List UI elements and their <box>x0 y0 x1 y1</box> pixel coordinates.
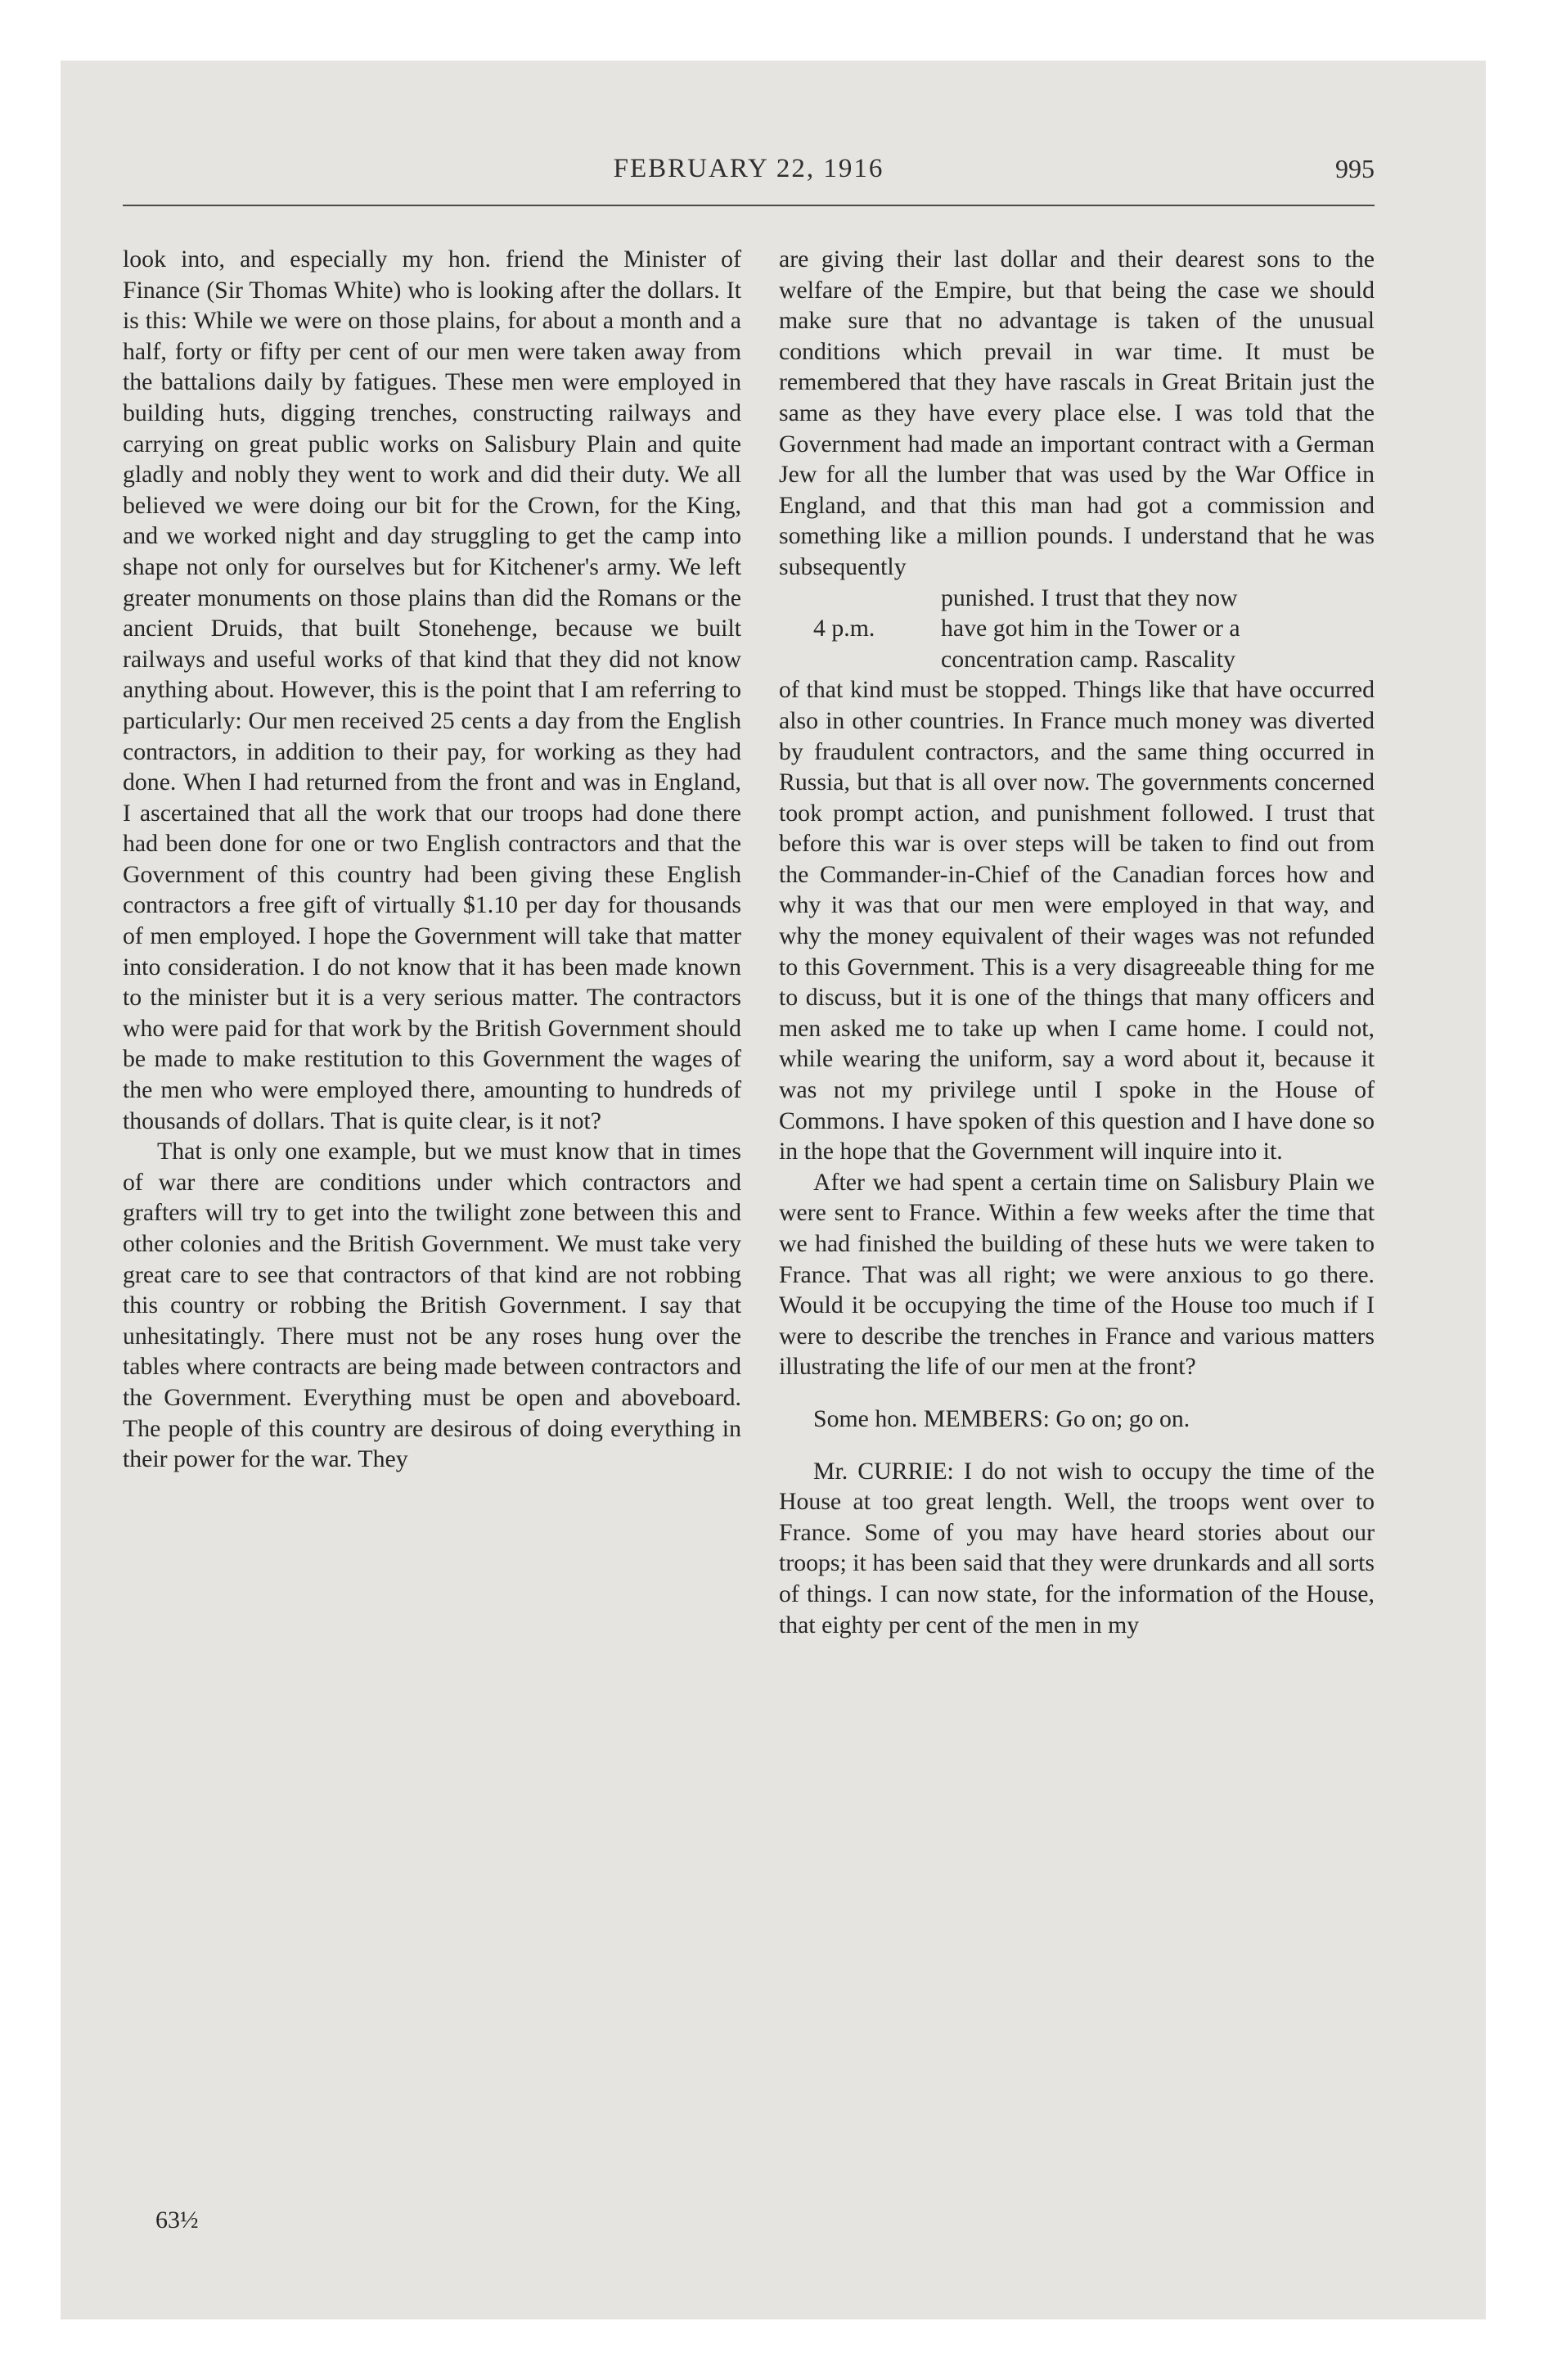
interjection: Some hon. MEMBERS: Go on; go on. <box>813 1404 1190 1432</box>
right-paragraph-1-top: are giving their last dollar and their dearest sons to the welfare of the Empire, but that being the case we should make sure that no advantage is taken of the unusual conditions which prevail in war time. It must be remembered that they have rascals in Great Britain just the same as they have every place else. I was told that the Government had made an important contract with a German Jew for all the lumber that was used by the War Office in England, and that this man had got a commission and something like a million pounds. I understand that he was subsequently <box>779 246 1375 580</box>
right-paragraph-2: After we had spent a certain time on Salisbury Plain we were sent to France. Within a few weeks after the time that we had finished the building of these huts we were taken to France. That was all right; we were anxious to go there. Would it be occupying the time of the House too much if I were to describe the trenches in France and various matters illustrating the life of our men at the front? <box>779 1168 1375 1381</box>
right-paragraph-1-bottom: of that kind must be stopped. Things like that have occurred also in other countries. In France much money was diverted by fraudulent contractors, and the same thing occurred in Russia, but that is all over now. The governments concerned took prompt action, and punishment followed. I trust that before this war is over steps will be taken to find out from the Commander-in-Chief of the Canadian forces how and why it was that our men were employed in that way, and why the money equivalent of their wages was not refunded to this Government. This is a very disagreeable thing for me to discuss, but it is one of the things that many officers and men asked me to take up when I came home. I could not, while wearing the uniform, say a word about it, because it was not my privilege until I spoke in the House of Commons. I have spoken of this question and I have done so in the hope that the Government will inquire into it. <box>779 676 1375 1165</box>
left-paragraph-1: look into, and especially my hon. friend the Minister of Finance (Sir Thomas White) who is looking after the dollars. It is this: While we were on those plains, for about a month and a half, forty or fifty per cent of our men were taken away from the battalions daily by fatigues. These men were employed in building huts, digging trenches, constructing railways and carrying on great public works on Salisbury Plain and quite gladly and nobly they went to work and did their duty. We all believed we were doing our bit for the Crown, for the King, and we worked night and day struggling to get the camp into shape not only for ourselves but for Kitchener's army. We left greater monuments on those plains than did the Romans or the ancient Druids, that built Stonehenge, because we built railways and useful works of that kind that they did not know anything about. However, this is the point that I am referring to particularly: Our men received 25 cents a day from the English contractors, in addition to their pay, for working as they had done. When I had returned from the front and was in England, I ascertained that all the work that our troops had done there had been done for one or two English contractors and that the Government of this country had been giving these English contractors a free gift of virtually $1.10 per day for thousands of men employed. I hope the Government will take that matter into consideration. I do not know that it has been made known to the minister but it is a very serious matter. The contractors who were paid for that work by the British Government should be made to make restitution to this Government the wages of the men who were employed there, amounting to hundreds of thousands of dollars. That is quite clear, is it not? <box>123 246 741 1134</box>
signature-mark: 63½ <box>155 2206 199 2234</box>
header-rule <box>123 205 1375 206</box>
inset-line-2: have got him in the Tower or a <box>941 615 1240 642</box>
inset-row-2 <box>779 613 1375 644</box>
header-date: FEBRUARY 22, 1916 <box>613 154 884 183</box>
inset-line-1: punished. I trust that they now <box>941 584 1238 611</box>
inset-row-1 <box>779 583 1375 614</box>
inset-row-3 <box>779 644 1375 675</box>
page-header <box>123 154 1375 195</box>
left-paragraph-2: That is only one example, but we must know that in times of war there are conditions under which contractors and grafters will try to get into the twilight zone between this and other colonies and the British Government. We must take very great care to see that contractors of that kind are not robbing this country or robbing the British Government. I say that unhesitatingly. There must not be any roses hung over the tables where contracts are being made between contractors and the Government. Everything must be open and aboveboard. The people of this country are desirous of doing everything in their power for the war. They <box>123 1138 741 1473</box>
right-column <box>779 244 1375 1640</box>
left-column <box>123 244 741 1475</box>
page-number: 995 <box>1335 154 1375 183</box>
inset-line-3: concentration camp. Rascality <box>941 645 1235 673</box>
right-paragraph-3: Mr. CURRIE: I do not wish to occupy the time of the House at too great length. Well, the troops went over to France. Some of you may have heard stories about our troops; it has been said that they were drunkards and all sorts of things. I can now state, for the information of the House, that eighty per cent of the men in my <box>779 1457 1375 1639</box>
margin-time-note: 4 p.m. <box>813 615 875 642</box>
